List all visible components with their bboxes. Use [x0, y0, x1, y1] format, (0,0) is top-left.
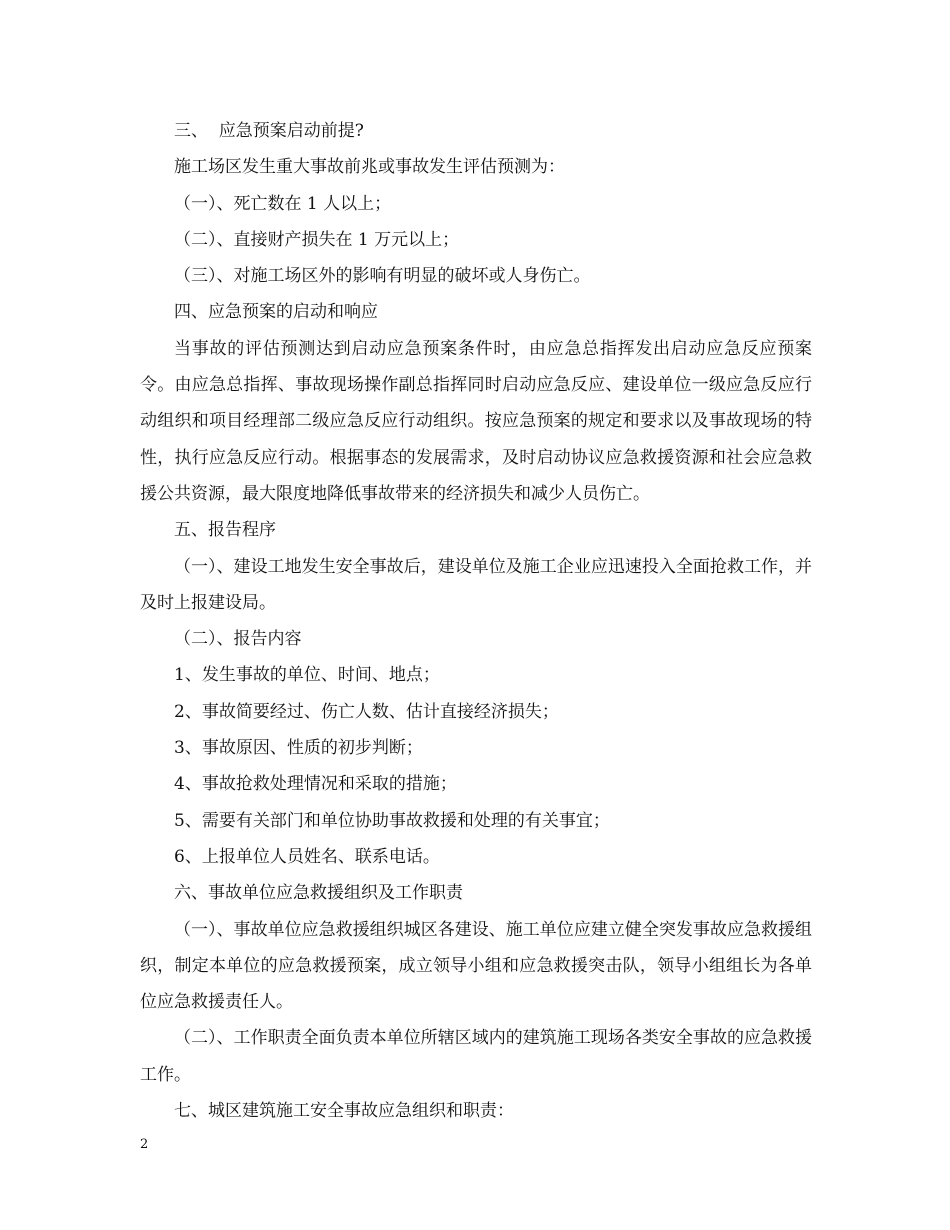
section-heading-3: 三、 应急预案启动前提? — [174, 121, 364, 141]
list-item: 6、上报单位人员姓名、联系电话。 — [174, 846, 440, 867]
paragraph: （一）、事故单位应急救援组织城区各建设、施工单位应建立健全突发事故应急救援组织，制定本单位的应急救援预案，成立领导小组和应急救援突击队，领导小组组长为各单位应急救援责任人。 — [140, 919, 812, 1013]
document-body — [140, 113, 812, 1129]
section-heading-7: 七、城区建筑施工安全事故应急组织和职责： — [174, 1101, 514, 1122]
section-heading-6: 六、事故单位应急救援组织及工作职责 — [174, 883, 463, 904]
paragraph: 当事故的评估预测达到启动应急预案条件时，由应急总指挥发出启动应急反应预案令。由应急总指挥、事故现场操作副总指挥同时启动应急反应、建设单位一级应急反应行动组织和项目经理部二级应急反应行动组织。按应急预案的规定和要求以及事故现场的特性，执行应急反应行动。根据事态的发展需求，及时启动协议应急救援资源和社会应急救援公共资源，最大限度地降低事故带来的经济损失和减少人员伤亡。 — [140, 338, 812, 504]
subsection-heading: （二）、报告内容 — [174, 629, 302, 650]
section-heading-4: 四、应急预案的启动和响应 — [174, 302, 378, 323]
list-item: 4、事故抢救处理情况和采取的措施； — [174, 774, 457, 795]
list-item: （一）、死亡数在 1 人以上； — [174, 193, 392, 214]
list-item: （二）、直接财产损失在 1 万元以上； — [174, 229, 460, 250]
list-item: 2、事故简要经过、伤亡人数、估计直接经济损失； — [174, 701, 559, 722]
paragraph: 施工场区发生重大事故前兆或事故发生评估预测为： — [174, 157, 565, 178]
page-number: 2 — [140, 1137, 149, 1152]
list-item: 1、发生事故的单位、时间、地点； — [174, 665, 440, 686]
list-item: 3、事故原因、性质的初步判断； — [174, 738, 423, 759]
section-heading-5: 五、报告程序 — [174, 520, 276, 541]
paragraph: （一）、建设工地发生安全事故后，建设单位及施工企业应迅速投入全面抢救工作，并及时上报建设局。 — [140, 556, 812, 613]
paragraph: （二）、工作职责全面负责本单位所辖区域内的建筑施工现场各类安全事故的应急救援工作。 — [140, 1028, 812, 1085]
list-item: 5、需要有关部门和单位协助事故救援和处理的有关事宜； — [174, 810, 610, 831]
list-item: （三）、对施工场区外的影响有明显的破坏或人身伤亡。 — [174, 266, 591, 287]
